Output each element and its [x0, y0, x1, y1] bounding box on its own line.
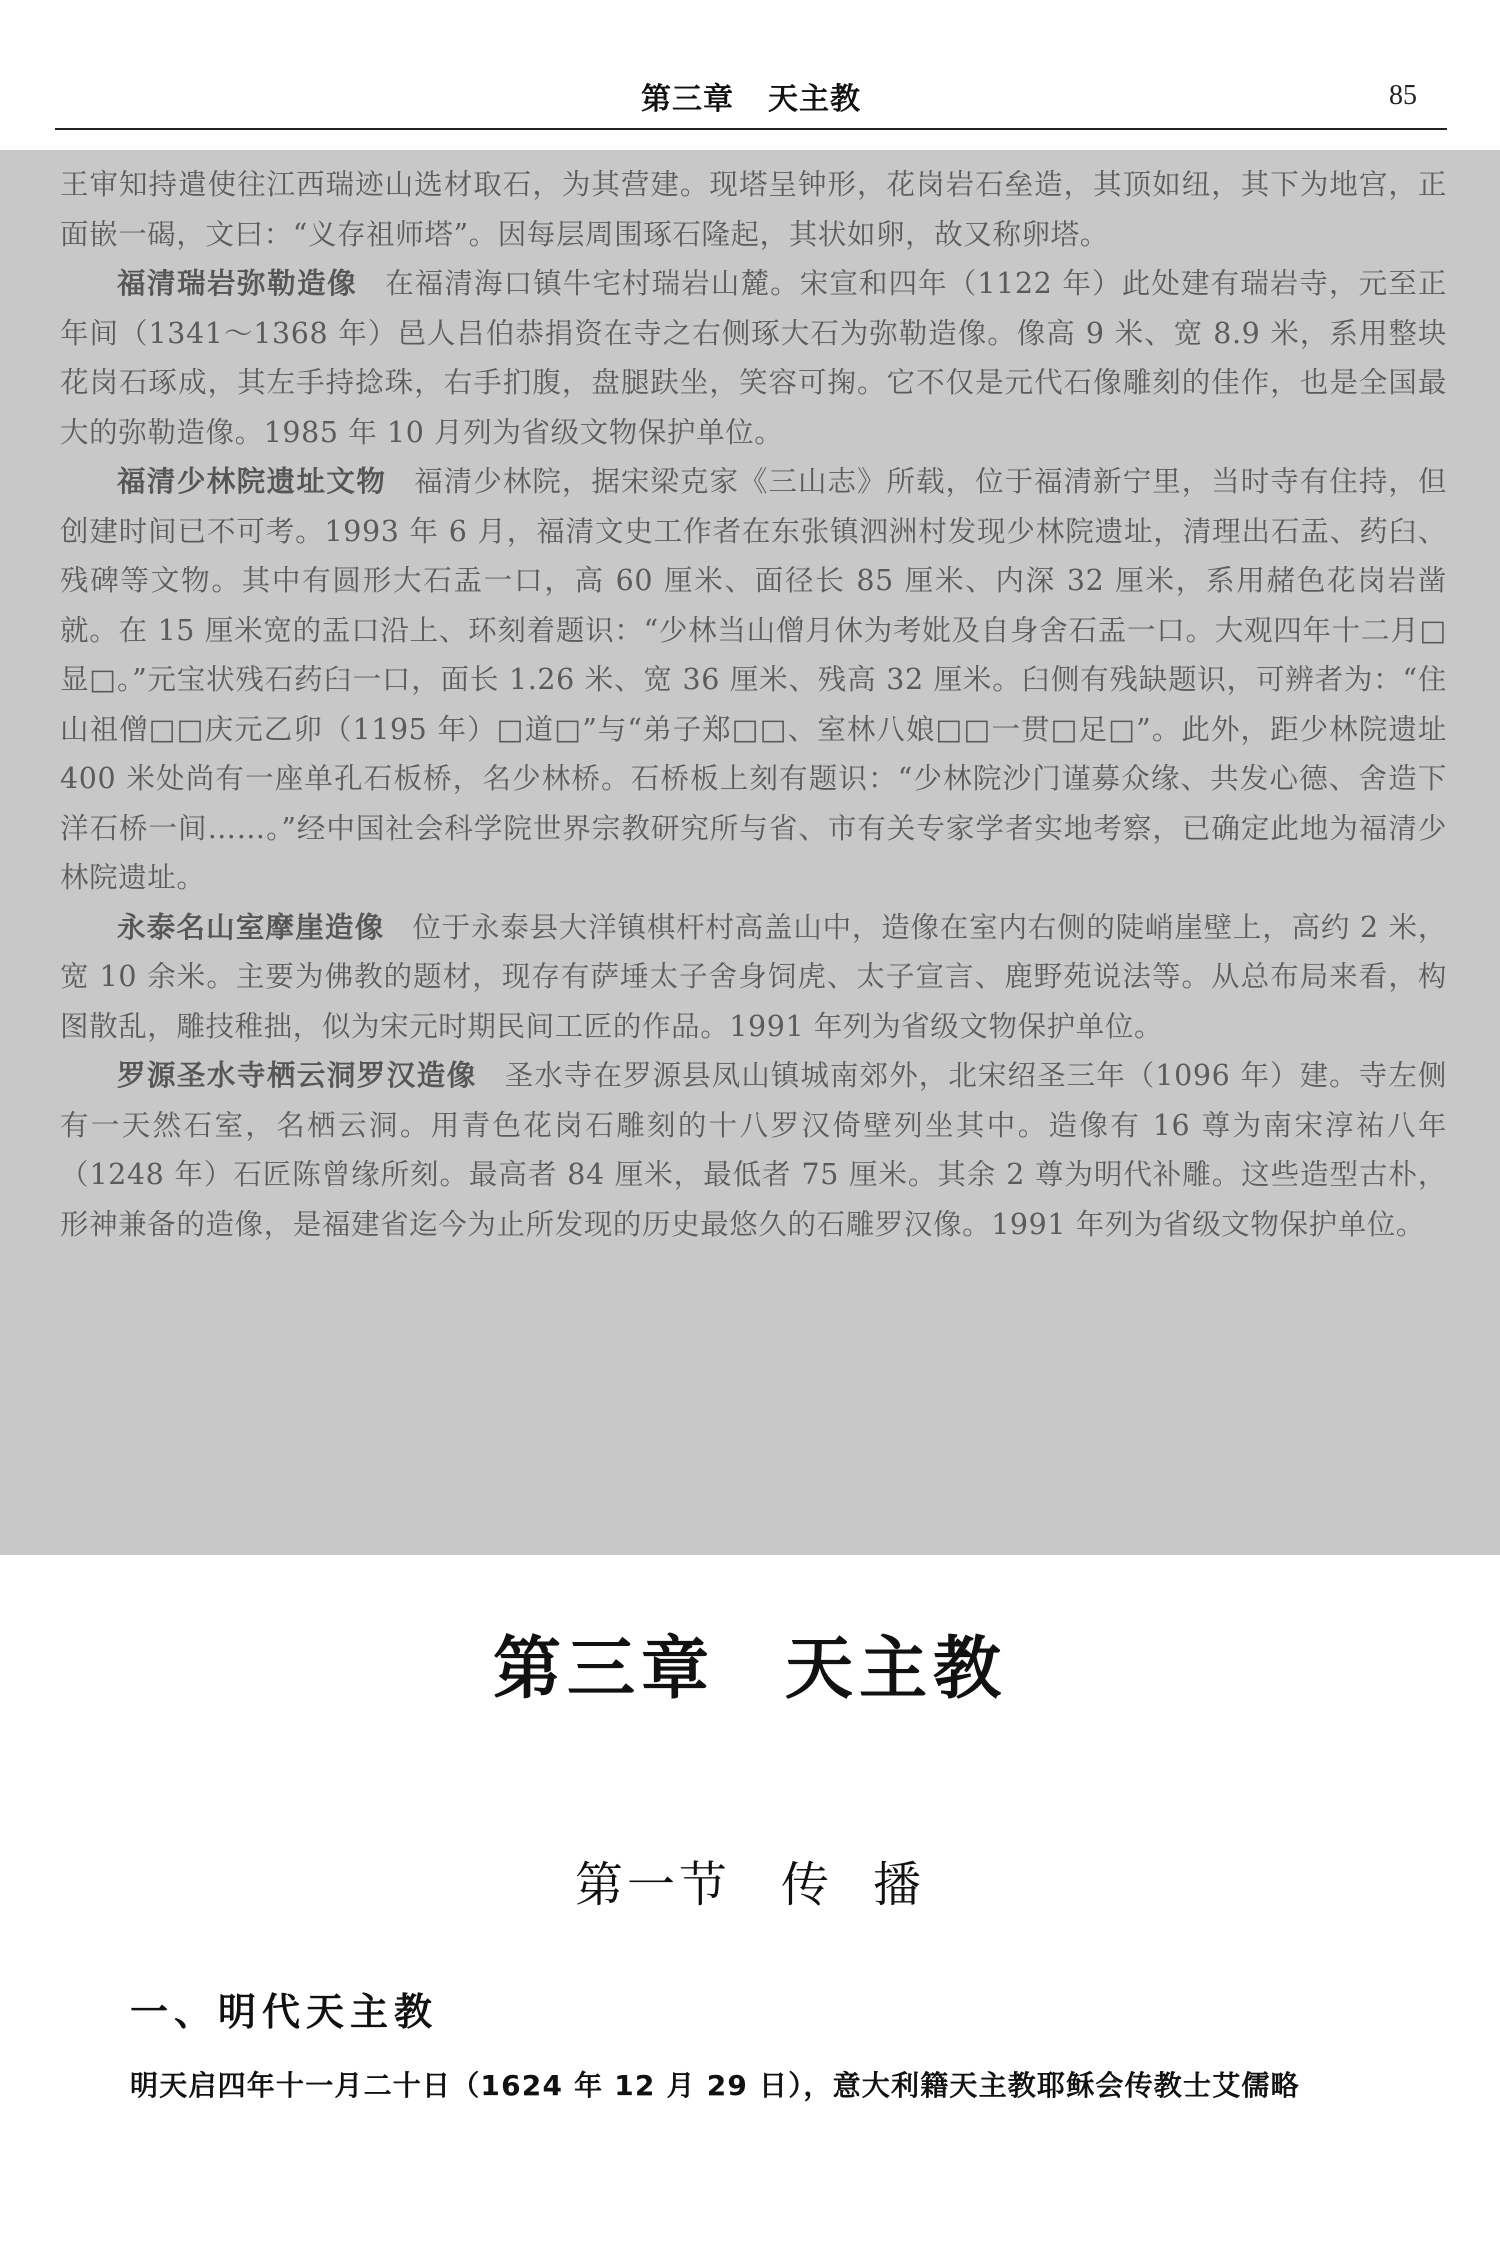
header-chapter-label: 第三章: [641, 82, 734, 117]
entry-paragraph: [60, 457, 1447, 903]
entry-text: 福清少林院，据宋梁克家《三山志》所载，位于福清新宁里，当时寺有住持，但创建时间已不可考。1993 年 6 月，福清文史工作者在东张镇泗洲村发现少林院遗址，清理出石盂、药臼、残碑等文物。其中有圆形大石盂一口，高 60 厘米、面径长 85 厘米、内深 32 厘米，系用赭色花岗岩凿就。在 15 厘米宽的盂口沿上、环刻着题识：“少林当山僧月休为考妣及自身舍石盂一口。大观四年十二月□显□。”元宝状残石药臼一口，面长 1.26 米、宽 36 厘米、残高 32 厘米。臼侧有残缺题识，可辨者为：“住山祖僧□□庆元乙卯（1195 年）□道□”与“弟子郑□□、室林八娘□□一贯□足□”。此外，距少林院遗址 400 米处尚有一座单孔石板桥，名少林桥。石桥板上刻有题识：“少林院沙门谨募众缘、共发心德、舍造下洋石桥一间……。”经中国社会科学院世界宗教研究所与省、市有关专家学者实地考察，已确定此地为福清少林院遗址。: [60, 465, 1447, 894]
entry-title: 永泰名山室摩崖造像: [117, 910, 385, 944]
entry-paragraph: [60, 259, 1447, 457]
header-chapter-name: 天主教: [768, 82, 861, 117]
entry-title: 福清瑞岩弥勒造像: [117, 267, 358, 300]
entry-paragraph: [60, 1051, 1447, 1249]
page-number: 85: [1389, 80, 1417, 111]
section-title: [0, 1846, 1500, 1915]
chapter-title: [0, 1615, 1500, 1712]
chapter-label: 第三章: [492, 1630, 715, 1709]
entry-text: 在福清海口镇牛宅村瑞岩山麓。宋宣和四年（1122 年）此处建有瑞岩寺，元至正年间（1341～1368 年）邑人吕伯恭捐资在寺之右侧琢大石为弥勒造像。像高 9 米、宽 8.9 米，系用整块花岗石琢成，其左手持捻珠，右手扪腹，盘腿趺坐，笑容可掬。它不仅是元代石像雕刻的佳作，也是全国最大的弥勒造像。1985 年 10 月列为省级文物保护单位。: [60, 267, 1447, 449]
running-header: [55, 66, 1447, 126]
intro-paragraph: 王审知持遣使往江西瑞迹山选材取石，为其营建。现塔呈钟形，花岗岩石垒造，其顶如纽，其下为地宫，正面嵌一碣，文曰：“义存祖师塔”。因每层周围琢石隆起，其状如卵，故又称卵塔。: [60, 168, 1447, 251]
body-paragraph-first-line: 明天启四年十一月二十日（1624 年 12 月 29 日），意大利籍天主教耶稣会传教士艾儒略: [130, 2069, 1300, 2102]
entry-paragraph: [60, 903, 1447, 1052]
entry-title: 福清少林院遗址文物: [117, 465, 387, 498]
section-label: 第一节: [574, 1857, 731, 1913]
entry-text: 位于永泰县大洋镇棋杆村高盖山中，造像在室内右侧的陡峭崖壁上，高约 2 米，宽 10 余米。主要为佛教的题材，现存有萨埵太子舍身饲虎、太子宣言、鹿野苑说法等。从总布局来看，构图散乱，雕技稚拙，似为宋元时期民间工匠的作品。1991 年列为省级文物保护单位。: [60, 910, 1447, 1043]
entry-text: 圣水寺在罗源县凤山镇城南郊外，北宋绍圣三年（1096 年）建。寺左侧有一天然石室，名栖云洞。用青色花岗石雕刻的十八罗汉倚壁列坐其中。造像有 16 尊为南宋淳祐八年（1248 年）石匠陈曾缘所刻。最高者 84 厘米，最低者 75 厘米。其余 2 尊为明代补雕。这些造型古朴，形神兼备的造像，是福建省迄今为止所发现的历史最悠久的石雕罗汉像。1991 年列为省级文物保护单位。: [60, 1059, 1447, 1241]
section-name-part1: 传: [780, 1857, 833, 1913]
entry-title: 罗源圣水寺栖云洞罗汉造像: [117, 1059, 477, 1092]
previous-chapter-text: [60, 160, 1447, 1249]
header-rule: [55, 128, 1447, 130]
running-header-title: [55, 74, 1447, 118]
subsection-title: 一、明代天主教: [130, 1990, 439, 2034]
chapter-name: 天主教: [785, 1630, 1008, 1709]
section-name-part2: 播: [873, 1857, 926, 1913]
